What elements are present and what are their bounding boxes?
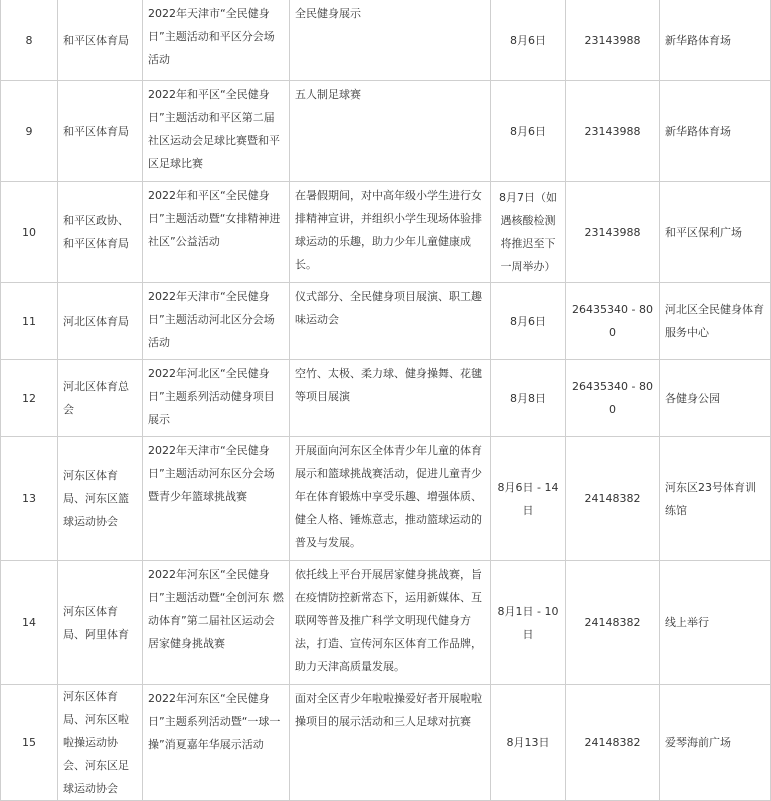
contact-phone: 23143988 — [566, 0, 660, 81]
venue: 和平区保利广场 — [660, 182, 771, 283]
organizer: 和平区政协、和平区体育局 — [58, 182, 143, 283]
venue: 河东区23号体育训练馆 — [660, 437, 771, 561]
activity-content: 在暑假期间，对中高年级小学生进行女排精神宣讲，并组织小学生现场体验排球运动的乐趣，助力少年儿童健康成长。 — [290, 182, 491, 283]
organizer: 河东区体育局、河东区啦啦操运动协会、河东区足球运动协会 — [58, 685, 143, 801]
organizer: 河东区体育局、河东区篮球运动协会 — [58, 437, 143, 561]
organizer: 河东区体育局、阿里体育 — [58, 561, 143, 685]
venue: 各健身公园 — [660, 360, 771, 437]
organizer: 河北区体育总会 — [58, 360, 143, 437]
activity-content: 空竹、太极、柔力球、健身操舞、花毽等项目展演 — [290, 360, 491, 437]
contact-phone: 24148382 — [566, 437, 660, 561]
activity-content: 全民健身展示 — [290, 0, 491, 81]
contact-phone: 23143988 — [566, 81, 660, 182]
table-row — [1, 685, 771, 801]
activity-title: 2022年天津市“全民健身日”主题活动和平区分会场活动 — [143, 0, 290, 81]
table-row — [1, 561, 771, 685]
row-number: 14 — [1, 561, 58, 685]
activity-date: 8月7日（如遇核酸检测将推迟至下一周举办） — [491, 182, 566, 283]
row-number: 9 — [1, 81, 58, 182]
activity-title: 2022年和平区“全民健身日”主题活动暨“女排精神进社区”公益活动 — [143, 182, 290, 283]
contact-phone: 23143988 — [566, 182, 660, 283]
activity-content: 面对全区青少年啦啦操爱好者开展啦啦操项目的展示活动和三人足球对抗赛 — [290, 685, 491, 801]
venue: 新华路体育场 — [660, 0, 771, 81]
organizer: 和平区体育局 — [58, 81, 143, 182]
activity-title: 2022年河北区“全民健身日”主题系列活动健身项目展示 — [143, 360, 290, 437]
contact-phone: 24148382 — [566, 561, 660, 685]
activity-title: 2022年河东区“全民健身日”主题系列活动暨“一球一操”消夏嘉年华展示活动 — [143, 685, 290, 801]
activity-content: 开展面向河东区全体青少年儿童的体育展示和篮球挑战赛活动，促进儿童青少年在体育锻炼中享受乐趣、增强体质、健全人格、锤炼意志，推动篮球运动的普及与发展。 — [290, 437, 491, 561]
activity-title: 2022年天津市“全民健身日”主题活动河北区分会场活动 — [143, 283, 290, 360]
activity-date: 8月6日 — [491, 283, 566, 360]
contact-phone: 24148382 — [566, 685, 660, 801]
table-row — [1, 437, 771, 561]
table-row — [1, 182, 771, 283]
organizer: 河北区体育局 — [58, 283, 143, 360]
row-number: 8 — [1, 0, 58, 81]
activity-date: 8月6日 — [491, 0, 566, 81]
activity-date: 8月1日 - 10日 — [491, 561, 566, 685]
row-number: 13 — [1, 437, 58, 561]
row-number: 12 — [1, 360, 58, 437]
table-row — [1, 360, 771, 437]
venue: 河北区全民健身体育服务中心 — [660, 283, 771, 360]
row-number: 11 — [1, 283, 58, 360]
activity-title: 2022年和平区“全民健身日”主题活动和平区第二届社区运动会足球比赛暨和平区足球比赛 — [143, 81, 290, 182]
activity-date: 8月13日 — [491, 685, 566, 801]
activity-date: 8月8日 — [491, 360, 566, 437]
contact-phone: 26435340 - 800 — [566, 360, 660, 437]
activity-title: 2022年河东区“全民健身日”主题活动暨“全创河东 燃动体育”第二届社区运动会居家健身挑战赛 — [143, 561, 290, 685]
organizer: 和平区体育局 — [58, 0, 143, 81]
table-row — [1, 283, 771, 360]
activity-content: 五人制足球赛 — [290, 81, 491, 182]
venue: 爱琴海前广场 — [660, 685, 771, 801]
venue: 新华路体育场 — [660, 81, 771, 182]
activity-title: 2022年天津市“全民健身日”主题活动河东区分会场暨青少年篮球挑战赛 — [143, 437, 290, 561]
table-row — [1, 81, 771, 182]
table-row — [1, 0, 771, 81]
contact-phone: 26435340 - 800 — [566, 283, 660, 360]
activity-content: 依托线上平台开展居家健身挑战赛，旨在疫情防控新常态下，运用新媒体、互联网等普及推广科学文明现代健身方法，打造、宣传河东区体育工作品牌，助力天津高质量发展。 — [290, 561, 491, 685]
venue: 线上举行 — [660, 561, 771, 685]
row-number: 15 — [1, 685, 58, 801]
row-number: 10 — [1, 182, 58, 283]
activity-content: 仪式部分、全民健身项目展演、职工趣味运动会 — [290, 283, 491, 360]
activity-date: 8月6日 — [491, 81, 566, 182]
activity-date: 8月6日 - 14日 — [491, 437, 566, 561]
